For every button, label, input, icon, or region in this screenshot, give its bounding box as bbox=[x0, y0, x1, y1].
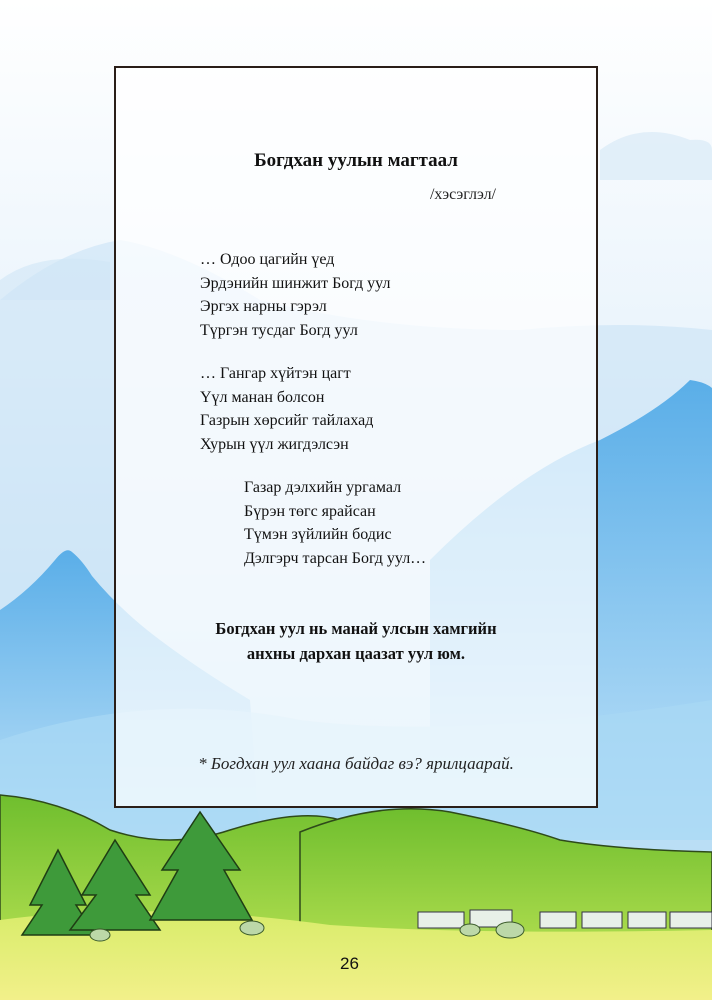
note-line: Богдхан уул нь манай улсын хамгийн bbox=[215, 619, 497, 638]
fact-note bbox=[116, 616, 596, 666]
page-number: 26 bbox=[340, 954, 359, 973]
stanza-1 bbox=[200, 248, 390, 342]
verse-line: Хурын үүл жигдэлсэн bbox=[200, 435, 349, 453]
verse-line: Газар дэлхийн ургамал bbox=[244, 479, 402, 496]
verse-line: Эрдэнийн шинжит Богд уул bbox=[200, 274, 391, 292]
verse-line: Үүл манан болсон bbox=[200, 388, 325, 406]
stanza-3 bbox=[244, 476, 426, 570]
discussion-question: * Богдхан уул хаана байдаг вэ? ярилцаарай. bbox=[198, 754, 514, 773]
stanza-2 bbox=[200, 362, 373, 456]
verse-line: Дэлгэрч тарсан Богд уул… bbox=[244, 549, 427, 567]
poem-subtitle: /хэсэглэл/ bbox=[429, 186, 496, 203]
verse-line: Түргэн тусдаг Богд уул bbox=[200, 321, 358, 339]
verse-line: Бүрэн төгс ярайсан bbox=[244, 502, 376, 520]
verse-line: Эргэх нарны гэрэл bbox=[200, 298, 327, 315]
verse-line: … Гангар хүйтэн цагт bbox=[200, 365, 351, 382]
verse-line: Түмэн зүйлийн бодис bbox=[244, 526, 392, 543]
note-line: анхны дархан цаазат уул юм. bbox=[246, 644, 466, 663]
verse-line: Газрын хөрсийг тайлахад bbox=[200, 412, 374, 429]
poem-title: Богдхан уулын магтаал bbox=[254, 150, 458, 171]
poem-frame bbox=[114, 66, 598, 808]
verse-line: … Одоо цагийн үед bbox=[200, 251, 335, 268]
